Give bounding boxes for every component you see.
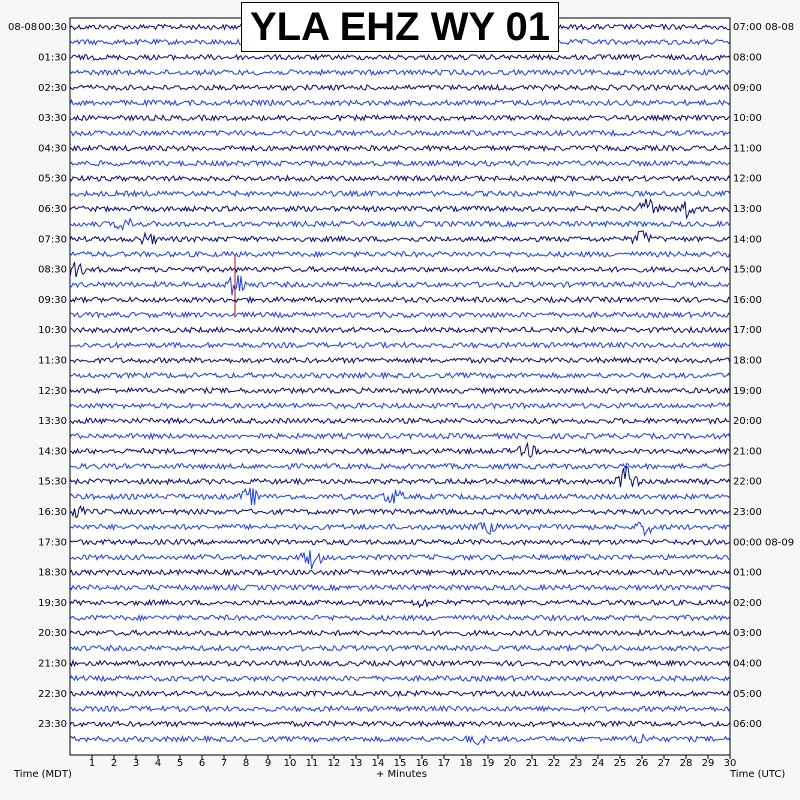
right-hour-label: 09:00 [733, 82, 762, 94]
right-hour-label: 13:00 [733, 203, 762, 215]
x-tick-label: 5 [176, 758, 184, 769]
x-tick-label: 8 [242, 758, 250, 769]
right-date-label: 08-08 [765, 22, 795, 33]
left-hour-label: 18:30 [38, 567, 67, 579]
x-tick-label: 15 [393, 758, 407, 769]
left-hour-label: 10:30 [38, 325, 67, 337]
x-tick-label: 4 [154, 758, 162, 769]
right-hour-label: 02:00 [733, 597, 762, 609]
right-time-labels [733, 22, 794, 730]
left-hour-label: 11:30 [38, 355, 67, 367]
right-hour-label: 08:00 [733, 52, 762, 64]
x-tick-label: 20 [503, 758, 517, 769]
left-date-label: 08-08 [8, 22, 38, 33]
right-hour-label: 14:00 [733, 234, 762, 246]
left-hour-label: 07:30 [38, 234, 67, 246]
left-axis-label: Time (MDT) [14, 769, 72, 780]
left-hour-label: 16:30 [38, 506, 67, 518]
right-hour-label: 18:00 [733, 355, 762, 367]
right-hour-label: 03:00 [733, 628, 762, 640]
x-tick-label: 19 [481, 758, 495, 769]
x-tick-label: 25 [613, 758, 627, 769]
left-hour-label: 22:30 [38, 688, 67, 700]
left-hour-label: 19:30 [38, 597, 67, 609]
left-time-labels [38, 22, 67, 730]
x-tick-label: 27 [657, 758, 671, 769]
left-hour-label: 13:30 [38, 416, 67, 428]
x-tick-label: 3 [132, 758, 140, 769]
x-tick-label: 10 [283, 758, 297, 769]
x-tick-label: 9 [264, 758, 272, 769]
x-tick-label: 28 [679, 758, 693, 769]
left-hour-label: 14:30 [38, 446, 67, 458]
x-ticks [89, 755, 737, 769]
right-hour-label: 00:00 08-09 [733, 537, 795, 549]
right-hour-label: 06:00 [733, 719, 762, 731]
left-hour-label: 04:30 [38, 143, 67, 155]
left-hour-label: 20:30 [38, 628, 67, 640]
right-hour-label: 10:00 [733, 113, 762, 125]
right-hour-label: 22:00 [733, 476, 762, 488]
x-tick-label: 16 [415, 758, 429, 769]
right-hour-label: 20:00 [733, 416, 762, 428]
left-hour-label: 03:30 [38, 113, 67, 125]
right-hour-label: 04:00 [733, 658, 762, 670]
x-tick-label: 23 [569, 758, 583, 769]
x-tick-label: 26 [635, 758, 649, 769]
left-hour-label: 08:30 [38, 264, 67, 276]
left-hour-label: 00:30 [38, 22, 67, 34]
x-tick-label: 30 [723, 758, 737, 769]
x-tick-label: 1 [88, 758, 96, 769]
right-hour-label: 07:00 [733, 22, 762, 34]
right-hour-label: 21:00 [733, 446, 762, 458]
right-hour-label: 12:00 [733, 173, 762, 185]
left-hour-label: 21:30 [38, 658, 67, 670]
x-tick-label: 13 [349, 758, 363, 769]
x-tick-label: 24 [591, 758, 605, 769]
left-hour-label: 09:30 [38, 294, 67, 306]
right-hour-label: 17:00 [733, 325, 762, 337]
right-hour-label: 16:00 [733, 294, 762, 306]
x-tick-label: 29 [701, 758, 715, 769]
x-tick-label: 11 [305, 758, 319, 769]
right-hour-label: 01:00 [733, 567, 762, 579]
x-axis-label: + Minutes [376, 769, 427, 780]
x-tick-label: 7 [220, 758, 228, 769]
right-hour-label: 05:00 [733, 688, 762, 700]
x-tick-label: 12 [327, 758, 341, 769]
x-tick-label: 14 [371, 758, 385, 769]
right-hour-label: 15:00 [733, 264, 762, 276]
x-tick-label: 6 [198, 758, 206, 769]
chart-title: YLA EHZ WY 01 [241, 2, 559, 52]
x-tick-label: 22 [547, 758, 561, 769]
x-tick-label: 2 [110, 758, 118, 769]
left-hour-label: 02:30 [38, 82, 67, 94]
right-hour-label: 19:00 [733, 385, 762, 397]
left-hour-label: 05:30 [38, 173, 67, 185]
left-hour-label: 06:30 [38, 203, 67, 215]
x-tick-label: 17 [437, 758, 451, 769]
left-hour-label: 01:30 [38, 52, 67, 64]
left-hour-label: 23:30 [38, 719, 67, 731]
x-tick-label: 18 [459, 758, 473, 769]
right-axis-label: Time (UTC) [730, 769, 786, 780]
right-hour-label: 23:00 [733, 506, 762, 518]
plot-area [70, 18, 730, 755]
x-tick-label: 21 [525, 758, 539, 769]
left-hour-label: 17:30 [38, 537, 67, 549]
left-hour-label: 12:30 [38, 385, 67, 397]
right-hour-label: 11:00 [733, 143, 762, 155]
left-hour-label: 15:30 [38, 476, 67, 488]
